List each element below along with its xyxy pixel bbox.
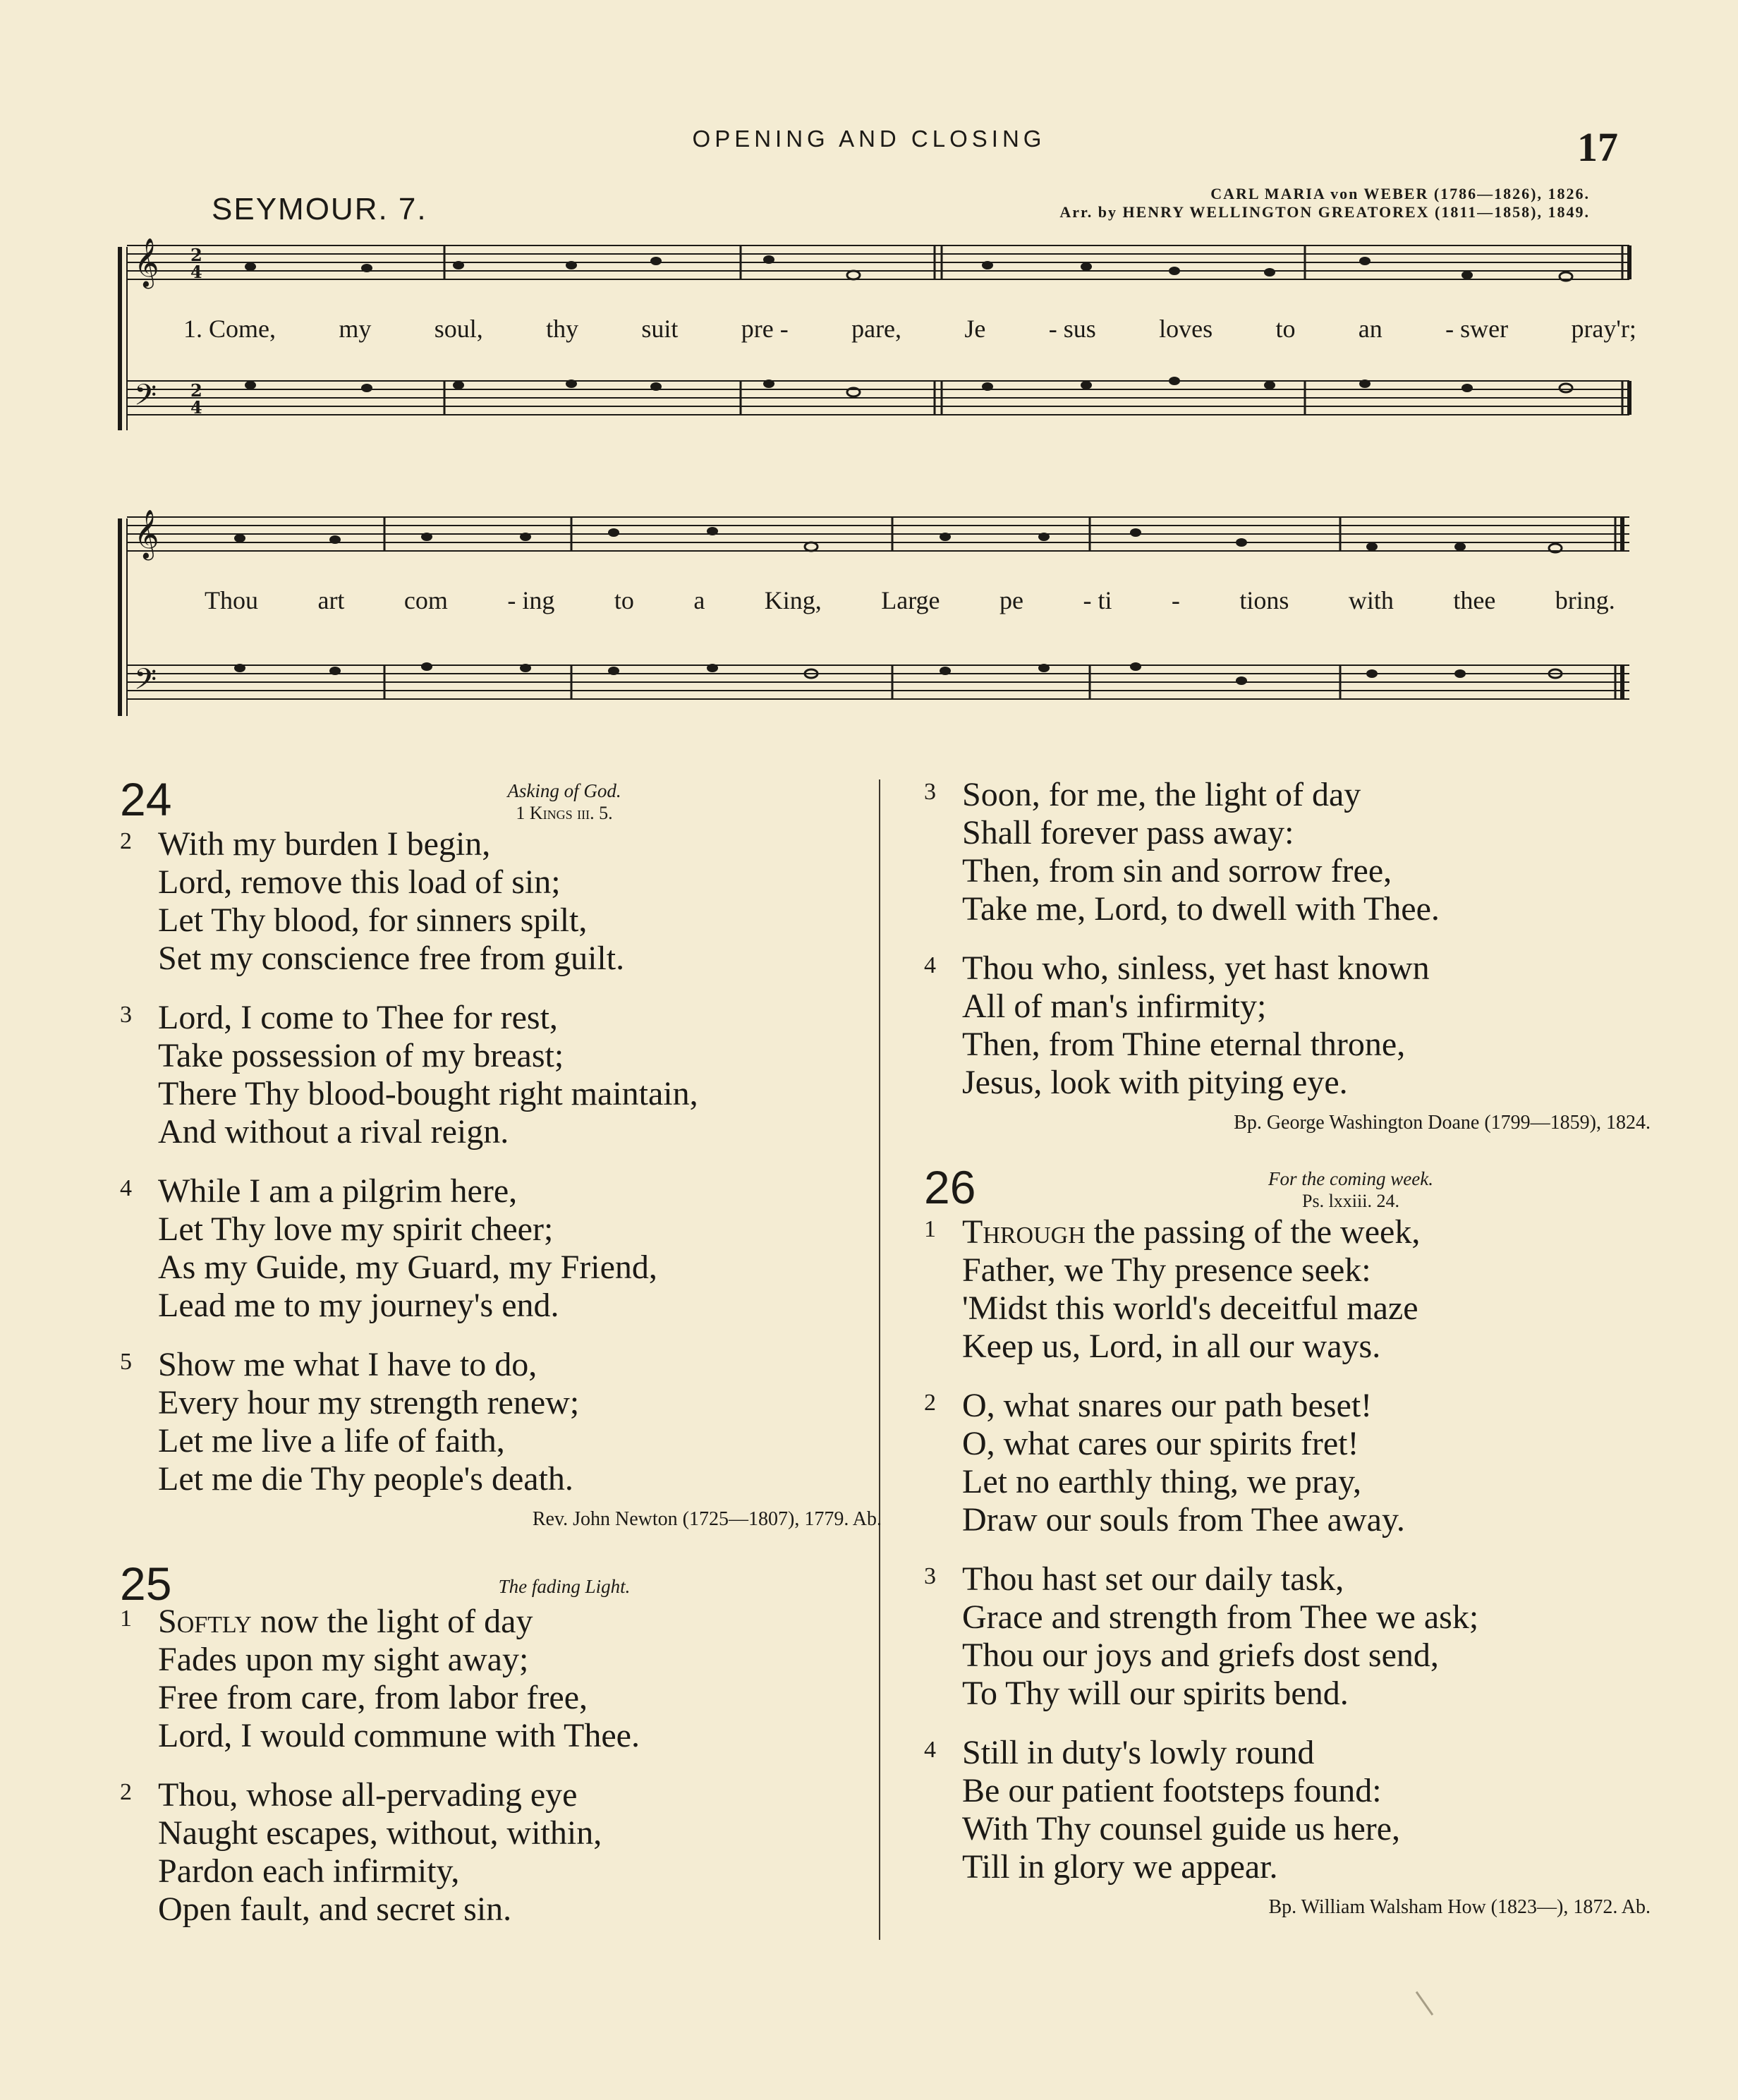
lyric-syllable: - swer xyxy=(1445,315,1509,343)
stanza-number: 2 xyxy=(924,1390,936,1416)
lyric-syllable: with xyxy=(1348,586,1394,614)
stanza xyxy=(120,999,882,1151)
verse-line: Naught escapes, without, within, xyxy=(158,1814,602,1852)
stanza xyxy=(924,1734,1651,1886)
verse-line xyxy=(924,1213,1651,1251)
stanza xyxy=(924,949,1651,1102)
verse-line: Let Thy blood, for sinners spilt, xyxy=(158,902,588,939)
lyric-syllable: King, xyxy=(764,586,822,614)
verse-line: Be our patient footsteps found: xyxy=(962,1772,1382,1809)
verse-line: As my Guide, my Guard, my Friend, xyxy=(158,1249,657,1286)
lyric-syllable: - xyxy=(1171,586,1180,614)
lyric-syllable: pre - xyxy=(741,315,789,343)
svg-text:𝄞: 𝄞 xyxy=(134,238,159,287)
hymn-25 xyxy=(120,1560,882,1929)
svg-text:4: 4 xyxy=(190,262,202,282)
lyric-syllable: - ing xyxy=(507,586,555,614)
stanza-number: 2 xyxy=(120,1779,132,1805)
stanza xyxy=(924,1213,1651,1366)
verse-line: Set my conscience free from guilt. xyxy=(158,940,625,977)
verse-line: And without a rival reign. xyxy=(158,1113,509,1151)
hymn-number: 24 xyxy=(120,773,172,825)
tune-name: SEYMOUR. 7. xyxy=(212,192,427,226)
first-line-rest: the passing of the week, xyxy=(1085,1213,1421,1251)
lyrics-line-2 xyxy=(205,585,1615,615)
lyric-syllable: art xyxy=(317,586,345,614)
lyric-syllable: pare, xyxy=(851,315,902,343)
stanza xyxy=(924,1560,1651,1713)
verse-line: Every hour my strength renew; xyxy=(158,1384,580,1421)
stanza-number: 4 xyxy=(924,1737,936,1763)
stanza-number: 3 xyxy=(924,1563,936,1589)
verse-line: Till in glory we appear. xyxy=(962,1848,1278,1886)
verse-line: Let no earthly thing, we pray, xyxy=(962,1463,1362,1500)
lyric-syllable: loves xyxy=(1159,315,1213,343)
first-line-rest: now the light of day xyxy=(251,1603,533,1640)
lyric-syllable: pray'r; xyxy=(1571,315,1636,343)
verse-line xyxy=(120,1603,882,1641)
hymn-heading xyxy=(120,1558,882,1610)
verse-line: While I am a pilgrim here, xyxy=(158,1172,518,1210)
verse-line: With my burden I begin, xyxy=(158,825,491,863)
stanza-number: 5 xyxy=(120,1349,132,1375)
lyric-syllable: tions xyxy=(1239,586,1289,614)
verse-line: Thou our joys and griefs dost send, xyxy=(962,1637,1439,1674)
hymn-heading xyxy=(120,773,882,825)
stanza-number: 1 xyxy=(924,1216,936,1242)
verse-line: Let me die Thy people's death. xyxy=(158,1460,573,1498)
stanza xyxy=(120,825,882,978)
verse-line: Then, from sin and sorrow free, xyxy=(962,852,1392,890)
stanza-number: 1 xyxy=(120,1606,132,1632)
stanza-number: 4 xyxy=(120,1175,132,1201)
lyric-syllable: bring. xyxy=(1555,586,1615,614)
lyric-syllable: soul, xyxy=(434,315,483,343)
verse-line: Take possession of my breast; xyxy=(158,1037,564,1074)
scripture-reference: 1 Kings iii. 5. xyxy=(516,803,613,823)
composer: CARL MARIA von WEBER (1786—1826), 1826. xyxy=(1210,185,1590,202)
verse-line: Lead me to my journey's end. xyxy=(158,1287,559,1324)
hymn-title: The fading Light. xyxy=(498,1576,631,1597)
hymn-24 xyxy=(120,773,882,1532)
author-credit: Rev. John Newton (1725—1807), 1779. Ab. xyxy=(532,1508,882,1530)
verse-line: Thou, whose all-pervading eye xyxy=(158,1776,578,1814)
hymn-heading xyxy=(924,1161,1651,1213)
lyric-syllable: pe xyxy=(999,586,1023,614)
verse-line: Let me live a life of faith, xyxy=(158,1422,505,1459)
lyric-syllable: - sus xyxy=(1048,315,1096,343)
lyrics-line-1 xyxy=(183,314,1636,344)
verse-line: Thou hast set our daily task, xyxy=(962,1560,1344,1598)
verse-line: Lord, remove this load of sin; xyxy=(158,863,561,901)
lyric-syllable: - ti xyxy=(1083,586,1112,614)
first-word: Through xyxy=(962,1213,1086,1251)
verse-line: Lord, I come to Thee for rest, xyxy=(158,999,558,1036)
stanza-number: 2 xyxy=(120,828,132,854)
hymn-25-continued xyxy=(924,776,1651,1136)
scripture-reference: Ps. lxxiii. 24. xyxy=(1302,1191,1399,1211)
right-column xyxy=(924,776,1651,1948)
stanza xyxy=(120,1776,882,1929)
author-credit: Bp. George Washington Doane (1799—1859), 1824. xyxy=(1234,1112,1651,1134)
verse-line: Show me what I have to do, xyxy=(158,1346,537,1383)
lyric-syllable: 1. Come, xyxy=(183,315,276,343)
verse-line: Let Thy love my spirit cheer; xyxy=(158,1210,554,1248)
svg-text:𝄢: 𝄢 xyxy=(134,662,157,703)
lyric-syllable: thee xyxy=(1453,586,1496,614)
stanza xyxy=(120,1346,882,1498)
lyric-syllable: my xyxy=(339,315,372,343)
verse-line: There Thy blood-bought right maintain, xyxy=(158,1075,698,1112)
verse-line: O, what snares our path beset! xyxy=(962,1387,1373,1424)
verse-line: All of man's infirmity; xyxy=(962,988,1267,1025)
lyric-syllable: thy xyxy=(546,315,579,343)
lyric-syllable: Thou xyxy=(205,586,258,614)
verse-line: With Thy counsel guide us here, xyxy=(962,1810,1401,1847)
verse-line: Keep us, Lord, in all our ways. xyxy=(962,1328,1381,1365)
verse-line: To Thy will our spirits bend. xyxy=(962,1675,1349,1712)
svg-text:4: 4 xyxy=(190,397,202,418)
hymn-title: For the coming week. xyxy=(1268,1168,1433,1189)
author-credit: Bp. William Walsham How (1823—), 1872. Ab. xyxy=(1268,1896,1651,1918)
lyric-syllable: Je xyxy=(964,315,986,343)
stanza xyxy=(924,1387,1651,1539)
hymn-number: 25 xyxy=(120,1558,172,1610)
verse-line: Free from care, from labor free, xyxy=(158,1679,588,1716)
svg-text:𝄢: 𝄢 xyxy=(134,378,157,419)
verse-line: Then, from Thine eternal throne, xyxy=(962,1026,1406,1063)
hymn-26 xyxy=(924,1161,1651,1920)
left-column xyxy=(120,773,882,1950)
verse-line: Still in duty's lowly round xyxy=(962,1734,1315,1771)
running-head: OPENING AND CLOSING xyxy=(692,126,1046,152)
lyric-syllable: to xyxy=(614,586,634,614)
hymn-number: 26 xyxy=(924,1161,976,1213)
svg-text:2: 2 xyxy=(190,380,202,401)
lyric-syllable: Large xyxy=(881,586,940,614)
lyric-syllable: a xyxy=(693,586,705,614)
lyric-syllable: an xyxy=(1358,315,1382,343)
verse-line: Shall forever pass away: xyxy=(962,814,1294,851)
stray-mark xyxy=(1416,1991,1433,2015)
lyric-syllable: com xyxy=(403,586,448,614)
lyric-syllable: suit xyxy=(641,315,679,343)
hymn-title: Asking of God. xyxy=(507,780,621,801)
verse-line: Thou who, sinless, yet hast known xyxy=(962,949,1430,987)
stanza-number: 3 xyxy=(120,1002,132,1028)
verse-line: Lord, I would commune with Thee. xyxy=(158,1717,640,1754)
lyric-syllable: to xyxy=(1275,315,1296,343)
first-word: Softly xyxy=(158,1603,252,1640)
verse-line: Soon, for me, the light of day xyxy=(962,776,1361,813)
verse-line: Jesus, look with pitying eye. xyxy=(962,1064,1348,1101)
verse-line: Draw our souls from Thee away. xyxy=(962,1501,1405,1538)
svg-text:𝄞: 𝄞 xyxy=(134,509,159,559)
stanza-number: 3 xyxy=(924,779,936,805)
verse-line: 'Midst this world's deceitful maze xyxy=(962,1289,1418,1327)
verse-line: Fades upon my sight away; xyxy=(158,1641,529,1678)
svg-text:2: 2 xyxy=(190,245,202,265)
verse-line: Father, we Thy presence seek: xyxy=(962,1251,1371,1289)
stanza-number: 4 xyxy=(924,952,936,978)
arranger: Arr. by HENRY WELLINGTON GREATOREX (1811—1858), 1849. xyxy=(1059,203,1590,221)
verse-line: O, what cares our spirits fret! xyxy=(962,1425,1359,1462)
stanza xyxy=(120,1603,882,1755)
stanza xyxy=(924,776,1651,928)
verse-line: Pardon each infirmity, xyxy=(158,1852,460,1890)
verse-line: Grace and strength from Thee we ask; xyxy=(962,1598,1479,1636)
stanza xyxy=(120,1172,882,1325)
page-number: 17 xyxy=(1577,124,1618,170)
composer-credit xyxy=(1059,185,1590,221)
verse-line: Take me, Lord, to dwell with Thee. xyxy=(962,890,1440,928)
verse-line: Open fault, and secret sin. xyxy=(158,1890,512,1928)
